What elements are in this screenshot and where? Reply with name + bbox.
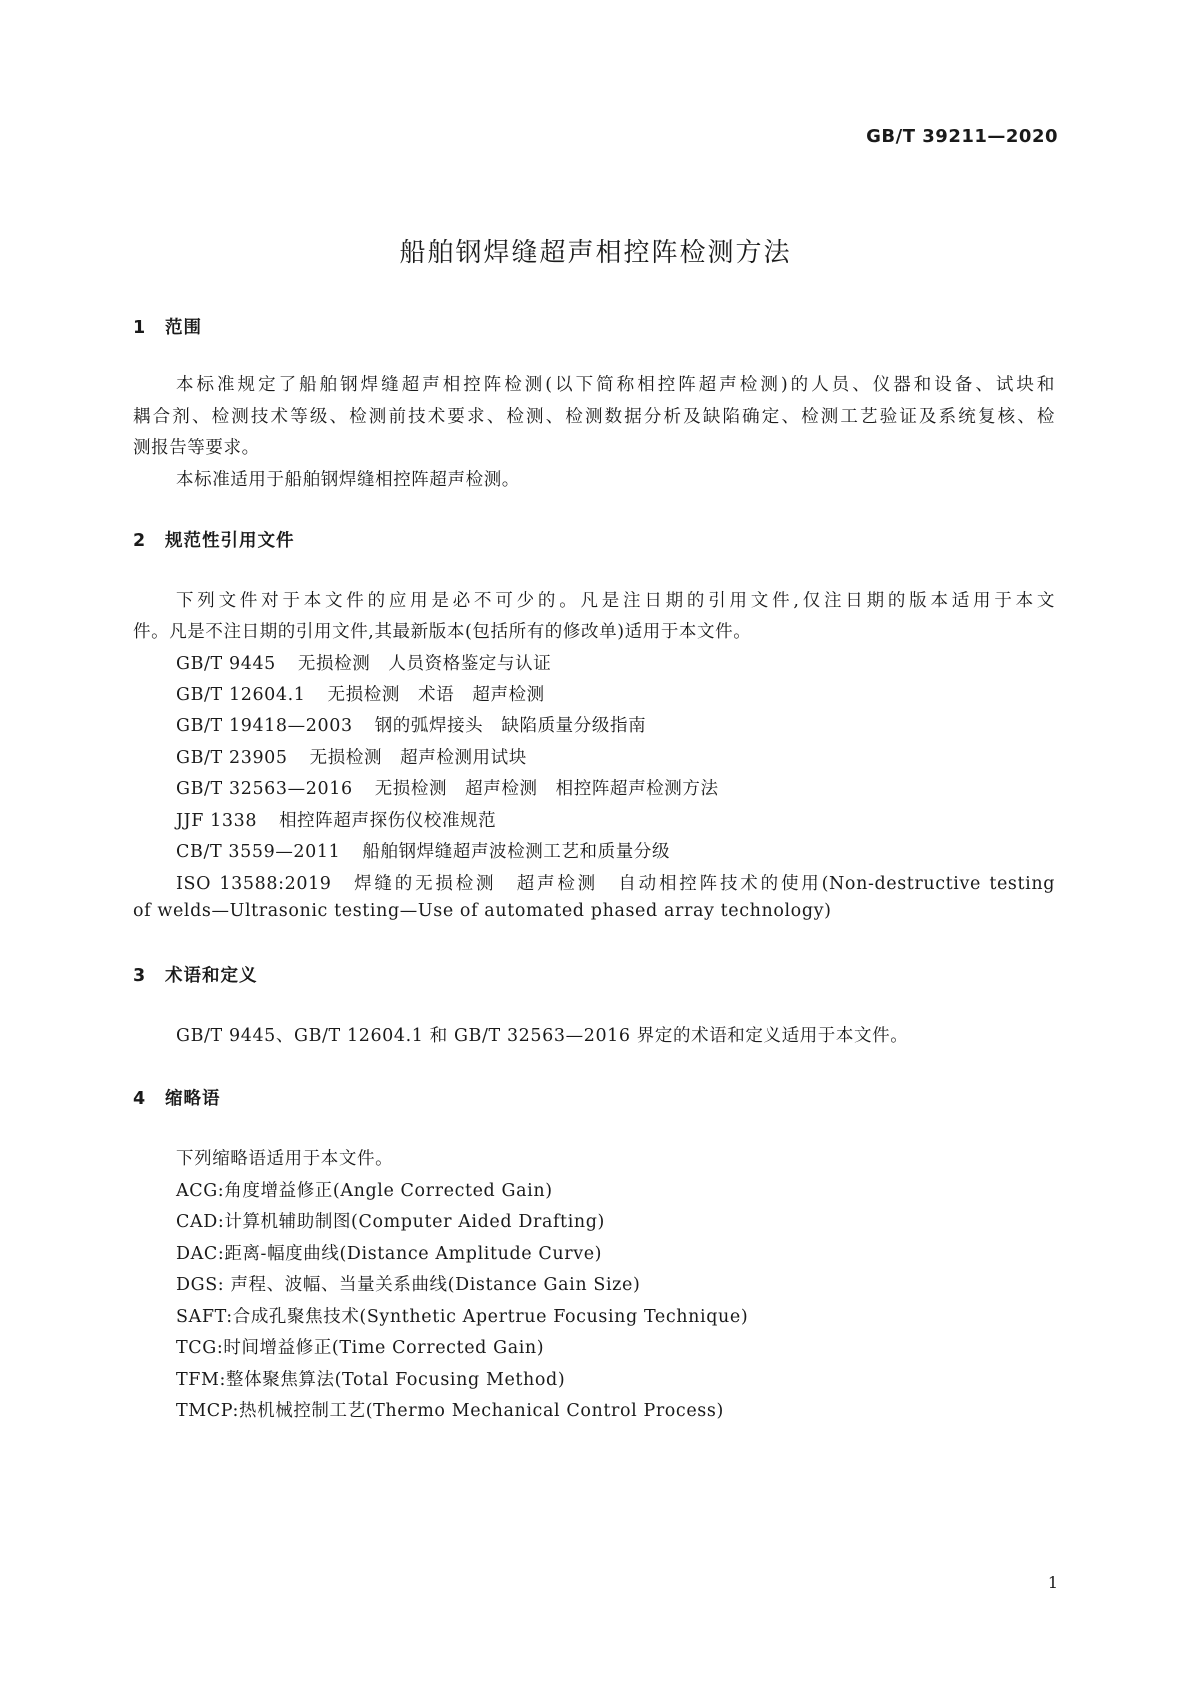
abbreviation-item: DAC:距离-幅度曲线(Distance Amplitude Curve) xyxy=(176,1244,603,1264)
section-title: 范围 xyxy=(165,318,202,338)
reference-item-iso-continued: of welds—Ultrasonic testing—Use of automated phased array technology) xyxy=(133,901,832,921)
references-intro-line: 下列文件对于本文件的应用是必不可少的。凡是注日期的引用文件,仅注日期的版本适用于本文 xyxy=(176,591,1055,611)
page-number: 1 xyxy=(1047,1573,1058,1592)
scope-paragraph-line: 耦合剂、检测技术等级、检测前技术要求、检测、检测数据分析及缺陷确定、检测工艺验证及系统复核、检 xyxy=(133,407,1055,427)
section-number: 4 xyxy=(133,1089,147,1109)
scope-applicability: 本标准适用于船舶钢焊缝相控阵超声检测。 xyxy=(176,470,520,490)
reference-item xyxy=(176,838,670,863)
reference-title: 无损检测 超声检测 相控阵超声检测方法 xyxy=(374,779,719,799)
reference-title: 无损检测 术语 超声检测 xyxy=(327,685,545,705)
reference-item xyxy=(176,712,646,737)
reference-item xyxy=(176,681,545,706)
reference-item-iso: ISO 13588:2019 焊缝的无损检测 超声检测 自动相控阵技术的使用(Non-destructive testing xyxy=(176,874,1055,894)
section-4-heading xyxy=(133,1085,221,1110)
reference-item xyxy=(176,807,496,832)
reference-item xyxy=(176,744,527,769)
reference-code: GB/T 12604.1 xyxy=(176,685,306,705)
reference-code: JJF 1338 xyxy=(176,811,258,831)
section-1-heading xyxy=(133,314,202,339)
section-number: 3 xyxy=(133,966,147,986)
abbreviation-item: CAD:计算机辅助制图(Computer Aided Drafting) xyxy=(176,1212,605,1232)
section-title: 规范性引用文件 xyxy=(165,531,295,551)
terms-paragraph: GB/T 9445、GB/T 12604.1 和 GB/T 32563—2016 界定的术语和定义适用于本文件。 xyxy=(176,1026,909,1046)
references-intro-line: 件。凡是不注日期的引用文件,其最新版本(包括所有的修改单)适用于本文件。 xyxy=(133,622,752,642)
section-2-heading xyxy=(133,527,295,552)
reference-code: GB/T 9445 xyxy=(176,654,276,674)
reference-item xyxy=(176,775,719,800)
abbreviation-item: ACG:角度增益修正(Angle Corrected Gain) xyxy=(176,1181,553,1201)
section-3-heading xyxy=(133,962,258,987)
document-title: 船舶钢焊缝超声相控阵检测方法 xyxy=(399,238,792,268)
section-number: 1 xyxy=(133,318,147,338)
reference-code: CB/T 3559—2011 xyxy=(176,842,341,862)
section-title: 术语和定义 xyxy=(165,966,258,986)
abbreviation-item: SAFT:合成孔聚焦技术(Synthetic Apertrue Focusing Technique) xyxy=(176,1307,749,1327)
abbreviation-item: TMCP:热机械控制工艺(Thermo Mechanical Control Process) xyxy=(176,1401,724,1421)
standard-code: GB/T 39211—2020 xyxy=(866,126,1058,147)
reference-code: GB/T 19418—2003 xyxy=(176,716,353,736)
reference-title: 相控阵超声探伤仪校准规范 xyxy=(279,811,497,831)
reference-item xyxy=(176,650,551,675)
reference-code: GB/T 32563—2016 xyxy=(176,779,353,799)
section-title: 缩略语 xyxy=(165,1089,221,1109)
reference-title: 钢的弧焊接头 缺陷质量分级指南 xyxy=(374,716,647,736)
reference-code: GB/T 23905 xyxy=(176,748,288,768)
reference-title: 无损检测 人员资格鉴定与认证 xyxy=(297,654,552,674)
reference-title: 无损检测 超声检测用试块 xyxy=(309,748,527,768)
abbreviation-item: TCG:时间增益修正(Time Corrected Gain) xyxy=(176,1338,545,1358)
scope-paragraph-line: 测报告等要求。 xyxy=(133,438,260,458)
section-number: 2 xyxy=(133,531,147,551)
abbreviation-item: DGS: 声程、波幅、当量关系曲线(Distance Gain Size) xyxy=(176,1275,641,1295)
reference-title: 船舶钢焊缝超声波检测工艺和质量分级 xyxy=(362,842,671,862)
abbreviation-item: TFM:整体聚焦算法(Total Focusing Method) xyxy=(176,1370,566,1390)
scope-paragraph-line: 本标准规定了船舶钢焊缝超声相控阵检测(以下简称相控阵超声检测)的人员、仪器和设备、试块和 xyxy=(176,375,1055,395)
abbreviations-intro: 下列缩略语适用于本文件。 xyxy=(176,1149,394,1169)
